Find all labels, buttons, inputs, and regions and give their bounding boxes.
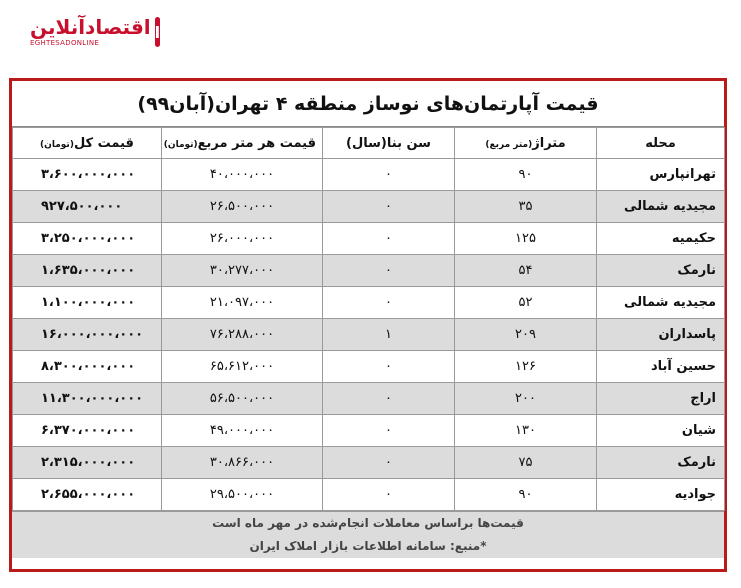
cell-neighborhood: تهرانپارس — [597, 159, 725, 191]
cell-price-per-m2: ۲۶،۵۰۰،۰۰۰ — [162, 191, 323, 223]
cell-neighborhood: حسین آباد — [597, 351, 725, 383]
cell-age: ۰ — [323, 447, 455, 479]
cell-neighborhood: اراج — [597, 383, 725, 415]
cell-area: ۳۵ — [455, 191, 597, 223]
note-basis: قیمت‌ها براساس معاملات انجام‌شده در مهر ماه است — [212, 516, 524, 530]
table-header-row — [13, 128, 725, 159]
cell-age: ۰ — [323, 159, 455, 191]
cell-age: ۰ — [323, 415, 455, 447]
note-source: *منبع: سامانه اطلاعات بازار املاک ایران — [249, 539, 487, 553]
cell-price-per-m2: ۴۹،۰۰۰،۰۰۰ — [162, 415, 323, 447]
cell-price-per-m2: ۲۱،۰۹۷،۰۰۰ — [162, 287, 323, 319]
cell-neighborhood: شیان — [597, 415, 725, 447]
cell-age: ۰ — [323, 383, 455, 415]
header-total-price: قیمت کل(تومان) — [13, 128, 162, 159]
logo-text — [30, 17, 151, 47]
cell-area: ۲۰۹ — [455, 319, 597, 351]
cell-total-price: ۱۶،۰۰۰،۰۰۰،۰۰۰ — [13, 319, 162, 351]
cell-area: ۱۳۰ — [455, 415, 597, 447]
header-area: متراژ(متر مربع) — [455, 128, 597, 159]
table-row — [13, 223, 725, 255]
cell-neighborhood: جوادیه — [597, 479, 725, 511]
table-row — [13, 255, 725, 287]
cell-total-price: ۶،۳۷۰،۰۰۰،۰۰۰ — [13, 415, 162, 447]
header-neighborhood: محله — [597, 128, 725, 159]
cell-area: ۷۵ — [455, 447, 597, 479]
cell-total-price: ۳،۲۵۰،۰۰۰،۰۰۰ — [13, 223, 162, 255]
logo-english-text: EGHTESADONLINE — [30, 39, 100, 47]
cell-neighborhood: نارمک — [597, 255, 725, 287]
table-notes — [12, 511, 724, 558]
cell-age: ۰ — [323, 479, 455, 511]
cell-age: ۰ — [323, 223, 455, 255]
cell-neighborhood: پاسداران — [597, 319, 725, 351]
cell-total-price: ۹۲۷،۵۰۰،۰۰۰ — [13, 191, 162, 223]
table-row — [13, 351, 725, 383]
cell-area: ۱۲۶ — [455, 351, 597, 383]
logo-mark-icon: ا — [155, 17, 160, 47]
cell-neighborhood: نارمک — [597, 447, 725, 479]
price-table-frame — [9, 78, 727, 572]
cell-total-price: ۸،۳۰۰،۰۰۰،۰۰۰ — [13, 351, 162, 383]
cell-price-per-m2: ۳۰،۲۷۷،۰۰۰ — [162, 255, 323, 287]
cell-total-price: ۱،۶۳۵،۰۰۰،۰۰۰ — [13, 255, 162, 287]
cell-price-per-m2: ۲۶،۰۰۰،۰۰۰ — [162, 223, 323, 255]
header-age: سن بنا(سال) — [323, 128, 455, 159]
cell-total-price: ۲،۳۱۵،۰۰۰،۰۰۰ — [13, 447, 162, 479]
logo-persian-text: اقتصادآنلاین — [30, 15, 151, 39]
cell-price-per-m2: ۳۰،۸۶۶،۰۰۰ — [162, 447, 323, 479]
cell-price-per-m2: ۲۹،۵۰۰،۰۰۰ — [162, 479, 323, 511]
table-title: قیمت آپارتمان‌های نوساز منطقه ۴ تهران(آبان۹۹) — [12, 81, 724, 127]
table-row — [13, 319, 725, 351]
table-row — [13, 191, 725, 223]
table-row — [13, 479, 725, 511]
table-row — [13, 447, 725, 479]
cell-price-per-m2: ۷۶،۲۸۸،۰۰۰ — [162, 319, 323, 351]
cell-neighborhood: مجیدیه شمالی — [597, 191, 725, 223]
cell-neighborhood: مجیدیه شمالی — [597, 287, 725, 319]
cell-age: ۰ — [323, 191, 455, 223]
cell-age: ۱ — [323, 319, 455, 351]
price-table — [12, 127, 725, 511]
cell-age: ۰ — [323, 255, 455, 287]
cell-total-price: ۱،۱۰۰،۰۰۰،۰۰۰ — [13, 287, 162, 319]
cell-area: ۲۰۰ — [455, 383, 597, 415]
table-row — [13, 287, 725, 319]
cell-area: ۹۰ — [455, 479, 597, 511]
cell-total-price: ۲،۶۵۵،۰۰۰،۰۰۰ — [13, 479, 162, 511]
cell-price-per-m2: ۵۶،۵۰۰،۰۰۰ — [162, 383, 323, 415]
cell-total-price: ۱۱،۳۰۰،۰۰۰،۰۰۰ — [13, 383, 162, 415]
cell-price-per-m2: ۶۵،۶۱۲،۰۰۰ — [162, 351, 323, 383]
cell-area: ۵۴ — [455, 255, 597, 287]
header-price-per-m2: قیمت هر متر مربع(تومان) — [162, 128, 323, 159]
table-row — [13, 415, 725, 447]
table-row — [13, 159, 725, 191]
cell-price-per-m2: ۴۰،۰۰۰،۰۰۰ — [162, 159, 323, 191]
cell-area: ۹۰ — [455, 159, 597, 191]
table-row — [13, 383, 725, 415]
cell-area: ۵۲ — [455, 287, 597, 319]
cell-total-price: ۳،۶۰۰،۰۰۰،۰۰۰ — [13, 159, 162, 191]
cell-neighborhood: حکیمیه — [597, 223, 725, 255]
eghtesadonline-logo — [30, 10, 161, 54]
cell-age: ۰ — [323, 351, 455, 383]
cell-area: ۱۲۵ — [455, 223, 597, 255]
cell-age: ۰ — [323, 287, 455, 319]
